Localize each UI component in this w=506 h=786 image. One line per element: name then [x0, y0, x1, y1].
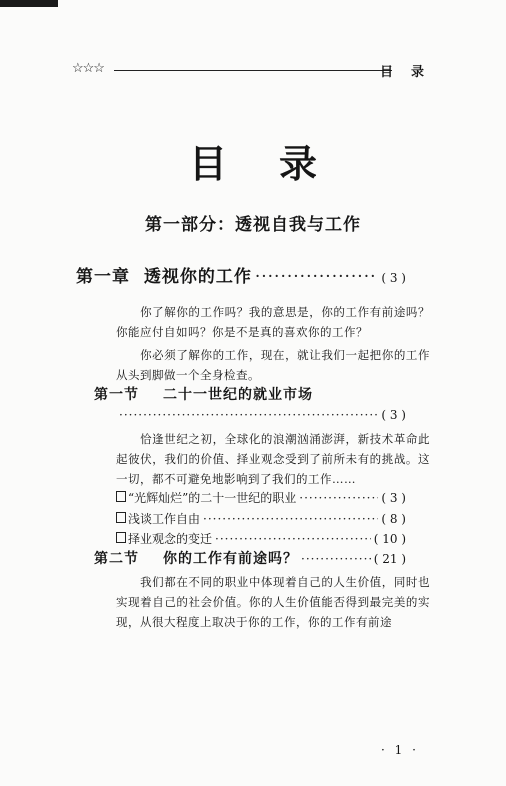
page-number: · 1 · — [381, 743, 419, 757]
header-stars: ☆☆☆ — [72, 61, 104, 76]
section-2-intro — [116, 572, 430, 632]
toc-item-label: “光辉灿烂”的二十一世纪的职业 — [128, 491, 297, 505]
checkbox-icon — [116, 532, 126, 543]
section-2-title: 你的工作有前途吗？ — [163, 551, 298, 567]
section-2-number: 第二节 — [94, 551, 139, 567]
section-2-entry — [94, 548, 406, 568]
checkbox-icon — [116, 491, 126, 502]
header-title: 目录 — [379, 65, 442, 80]
chapter-page: ( 3 ) — [381, 271, 406, 285]
dot-leader — [203, 512, 378, 526]
section-2-intro-text: 我们都在不同的职业中体现着自己的人生价值，同时也实现着自己的社会价值。你的人生价值能否得到最完美的实现，从很大程度上取决于你的工作，你的工作有前途 — [116, 575, 430, 629]
running-header — [72, 61, 442, 79]
section-1-page-row — [116, 408, 406, 422]
scan-edge-mark — [0, 0, 58, 7]
checkbox-icon — [116, 512, 126, 523]
dot-leader — [301, 552, 371, 566]
toc-item — [116, 530, 406, 547]
toc-item-page: ( 3 ) — [381, 491, 406, 505]
header-rule — [114, 70, 392, 71]
toc-item — [116, 510, 406, 527]
section-2-heading — [94, 548, 298, 568]
toc-item-page: ( 10 ) — [373, 532, 406, 546]
dot-leader — [215, 532, 371, 546]
page-title: 目录 — [188, 142, 369, 186]
section-1-title: 二十一世纪的就业市场 — [163, 387, 313, 403]
section-1-page: ( 3 ) — [381, 408, 406, 422]
chapter-entry — [76, 262, 406, 287]
section-1-intro — [116, 429, 430, 489]
section-1-heading — [94, 384, 313, 404]
section-1-number: 第一节 — [94, 387, 139, 403]
chapter-intro-text-2: 你必须了解你的工作，现在，就让我们一起把你的工作从头到脚做一个全身检查。 — [116, 348, 430, 382]
chapter-label: 第一章 透视你的工作 — [76, 267, 252, 287]
toc-item-page: ( 8 ) — [381, 512, 406, 526]
chapter-intro-paragraph — [116, 302, 430, 342]
chapter-intro-paragraph — [116, 345, 430, 385]
part-title: 第一部分：透视自我与工作 — [145, 215, 361, 235]
dot-leader — [299, 491, 378, 505]
toc-item-label: 浅谈工作自由 — [128, 512, 201, 526]
section-2-page: ( 21 ) — [373, 552, 406, 566]
toc-item-label: 择业观念的变迁 — [128, 532, 213, 546]
section-1-intro-text: 恰逢世纪之初，全球化的浪潮汹涌澎湃，新技术革命此起彼伏，我们的价值、择业观念受到了前所未有的挑战。这一切，都不可避免地影响到了我们的工作…… — [116, 432, 430, 486]
chapter-intro-text-1: 你了解你的工作吗？我的意思是，你的工作有前途吗？你能应付自如吗？你是不是真的喜欢你的工作？ — [116, 305, 430, 339]
dot-leader — [119, 408, 378, 422]
toc-item — [116, 489, 406, 506]
dot-leader — [255, 267, 379, 287]
